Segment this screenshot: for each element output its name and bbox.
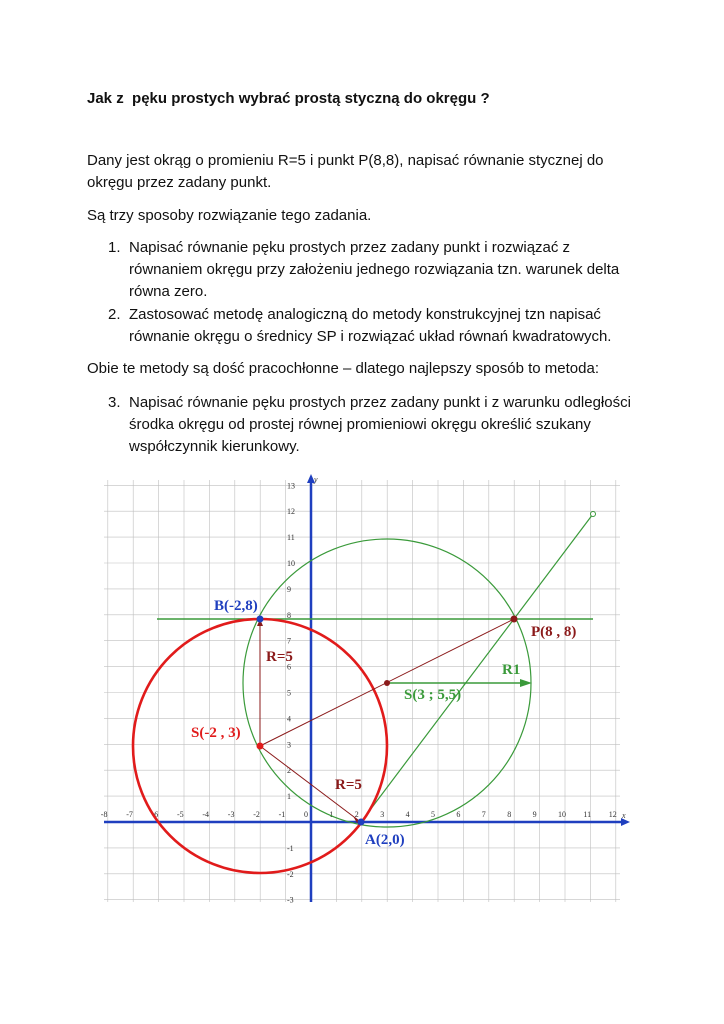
grid bbox=[104, 480, 620, 902]
label-s-red: S(-2 , 3) bbox=[191, 725, 241, 741]
x-tick-label: 7 bbox=[481, 810, 486, 819]
y-tick-label: 13 bbox=[287, 481, 295, 491]
y-tick-label: 6 bbox=[287, 662, 291, 672]
geometry-figure bbox=[100, 474, 630, 906]
x-tick-label: -1 bbox=[278, 810, 286, 819]
list-text: Napisać równanie pęku prostych przez zadany punkt i rozwiązać z równaniem okręgu przy założeniu jednego rozwiązania tzn. warunek delta równa zero. bbox=[129, 239, 620, 300]
label-s-green: S(3 ; 5,5) bbox=[404, 687, 462, 703]
label-r1: R1 bbox=[502, 662, 521, 678]
y-tick-label: 5 bbox=[287, 688, 291, 698]
y-tick-label: -1 bbox=[287, 843, 294, 853]
y-tick-label: 9 bbox=[287, 584, 291, 594]
y-tick-label: 3 bbox=[287, 740, 291, 750]
x-tick-label: 0 bbox=[304, 810, 308, 819]
y-tick-label: 7 bbox=[287, 636, 291, 646]
x-tick-label: 6 bbox=[456, 810, 461, 819]
label-p: P(8 , 8) bbox=[531, 624, 577, 640]
x-tick-label: 2 bbox=[354, 810, 359, 819]
x-tick-label: 9 bbox=[532, 810, 537, 819]
x-tick-label: -5 bbox=[177, 810, 184, 819]
label-r-lower: R=5 bbox=[335, 777, 362, 793]
x-tick-label: 5 bbox=[431, 810, 435, 819]
list-text: Zastosować metodę analogiczną do metody konstrukcyjnej tzn napisać równanie okręgu o średnicy SP i rozwiązać układ równań kwadratowych. bbox=[129, 306, 612, 345]
y-tick-label: 12 bbox=[287, 507, 295, 517]
y-tick-label: 10 bbox=[287, 559, 295, 568]
x-tick-label: 1 bbox=[329, 810, 334, 819]
y-tick-label: 8 bbox=[287, 610, 291, 620]
x-axis-label: x bbox=[622, 811, 626, 820]
point-s-red bbox=[257, 743, 264, 750]
page-title: Jak z pęku prostych wybrać prostą styczną do okręgu ? bbox=[87, 90, 490, 107]
x-tick-label: 4 bbox=[405, 810, 410, 819]
label-a: A(2,0) bbox=[365, 832, 405, 848]
x-tick-label: 10 bbox=[558, 810, 566, 819]
x-tick-label: 12 bbox=[608, 810, 617, 819]
y-tick-label: -3 bbox=[287, 895, 294, 905]
y-tick-label: 1 bbox=[287, 792, 291, 802]
tangent-slanted bbox=[361, 514, 593, 822]
list-number: 3. bbox=[108, 394, 121, 411]
x-tick-label: -4 bbox=[202, 810, 210, 819]
y-tick-label: -2 bbox=[287, 869, 294, 879]
x-tick-label: -6 bbox=[151, 810, 159, 819]
tangent-end-point bbox=[591, 512, 596, 517]
y-axis-label: y bbox=[314, 475, 318, 484]
y-tick-label: 11 bbox=[287, 533, 295, 543]
y-tick-label: 2 bbox=[287, 766, 291, 776]
list-text: Napisać równanie pęku prostych przez zadany punkt i z warunku odległości środka okręgu od prostej równej promieniowi okręgu określić szukany współczynnik kierunkowy. bbox=[129, 394, 631, 455]
x-tick-label: 3 bbox=[380, 810, 385, 819]
x-tick-label: 8 bbox=[507, 810, 512, 819]
x-tick-label: -3 bbox=[227, 810, 235, 819]
point-p bbox=[511, 616, 518, 623]
label-r-vertical: R=5 bbox=[266, 649, 293, 665]
methods-intro: Są trzy sposoby rozwiązanie tego zadania. bbox=[87, 207, 372, 224]
list-number: 2. bbox=[108, 306, 121, 323]
x-tick-label: -8 bbox=[100, 810, 108, 819]
problem-statement: Dany jest okrąg o promieniu R=5 i punkt P(8,8), napisać równanie stycznej do okręgu przez zadany punkt. bbox=[87, 152, 604, 191]
y-tick-label: 4 bbox=[287, 714, 291, 724]
point-a bbox=[358, 819, 365, 826]
r1-arrow-head bbox=[520, 679, 532, 687]
x-tick-label: 11 bbox=[583, 810, 592, 819]
x-tick-label: -7 bbox=[126, 810, 133, 819]
label-b: B(-2,8) bbox=[214, 598, 258, 614]
list-number: 1. bbox=[108, 239, 121, 256]
point-b bbox=[257, 616, 264, 623]
point-s-green bbox=[384, 680, 390, 686]
x-tick-label: -2 bbox=[253, 810, 260, 819]
methods-comment: Obie te metody są dość pracochłonne – dlatego najlepszy sposób to metoda: bbox=[87, 360, 599, 377]
